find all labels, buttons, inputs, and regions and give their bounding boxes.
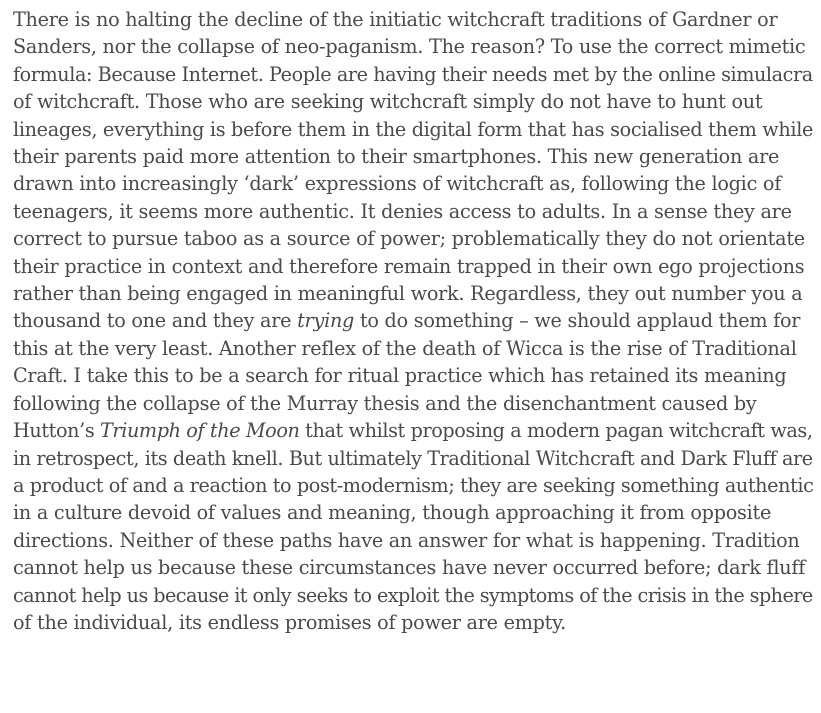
text-run: to do something – we should applaud them for (354, 309, 801, 333)
text-line (13, 582, 813, 609)
text-line (13, 253, 813, 280)
text-run: cannot help us because these circumstances have never occurred before; dark fluff (13, 556, 806, 580)
text-line (13, 335, 813, 362)
text-run: There is no halting the decline of the initiatic witchcraft traditions of Gardner or (13, 8, 778, 31)
italic-title-run: Triumph of the Moon (100, 419, 300, 443)
text-line (13, 499, 813, 526)
text-line (13, 143, 813, 170)
text-line (13, 61, 813, 88)
text-run: correct to pursue taboo as a source of power; problematically they do not orientate (13, 227, 805, 251)
text-run: Hutton’s (13, 419, 100, 443)
text-run: of witchcraft. Those who are seeking witchcraft simply do not have to hunt out (13, 90, 763, 114)
text-run: directions. Neither of these paths have an answer for what is happening. Tradition (13, 528, 800, 552)
text-run: drawn into increasingly ‘dark’ expressions of witchcraft as, following the logic of (13, 172, 782, 196)
text-run: rather than being engaged in meaningful work. Regardless, they out number you a (13, 282, 803, 306)
text-line (13, 88, 813, 115)
text-run: that whilst proposing a modern pagan witchcraft was, (299, 419, 813, 443)
text-run: a product of and a reaction to post-modernism; they are seeking something authentic (13, 473, 814, 497)
text-line (13, 445, 813, 472)
text-run: teenagers, it seems more authentic. It denies access to adults. In a sense they are (13, 199, 792, 223)
text-line (13, 472, 813, 499)
text-line (13, 609, 813, 636)
text-run: formula: Because Internet. People are having their needs met by the online simulacra (13, 62, 813, 86)
text-run: their parents paid more attention to their smartphones. This new generation are (13, 145, 780, 169)
text-run: Sanders, nor the collapse of neo-paganism. The reason? To use the correct mimetic (13, 35, 806, 59)
text-line (13, 280, 813, 307)
text-run: their practice in context and therefore remain trapped in their own ego projections (13, 254, 805, 278)
text-line (13, 417, 813, 444)
text-line (13, 225, 813, 252)
text-run: lineages, everything is before them in the digital form that has socialised them while (13, 117, 814, 141)
text-line (13, 554, 813, 581)
text-line (13, 362, 813, 389)
text-run: in a culture devoid of values and meaning, though approaching it from opposite (13, 501, 772, 525)
text-run: cannot help us because it only seeks to exploit the symptoms of the crisis in the sphere (13, 583, 813, 607)
text-run: following the collapse of the Murray thesis and the disenchantment caused by (13, 391, 757, 415)
text-line (13, 33, 813, 60)
text-line (13, 307, 813, 334)
text-line (13, 116, 813, 143)
text-line (13, 527, 813, 554)
body-paragraph (13, 6, 813, 636)
text-run: this at the very least. Another reflex of the death of Wicca is the rise of Traditional (13, 336, 797, 360)
text-line (13, 170, 813, 197)
text-line (13, 198, 813, 225)
text-run: in retrospect, its death knell. But ultimately Traditional Witchcraft and Dark Fluff are (13, 446, 813, 470)
italic-title-run: trying (297, 309, 355, 333)
text-line (13, 390, 813, 417)
text-line (13, 6, 813, 33)
text-run: Craft. I take this to be a search for ritual practice which has retained its meaning (13, 364, 787, 388)
text-run: of the individual, its endless promises of power are empty. (13, 610, 567, 634)
text-run: thousand to one and they are (13, 309, 298, 333)
